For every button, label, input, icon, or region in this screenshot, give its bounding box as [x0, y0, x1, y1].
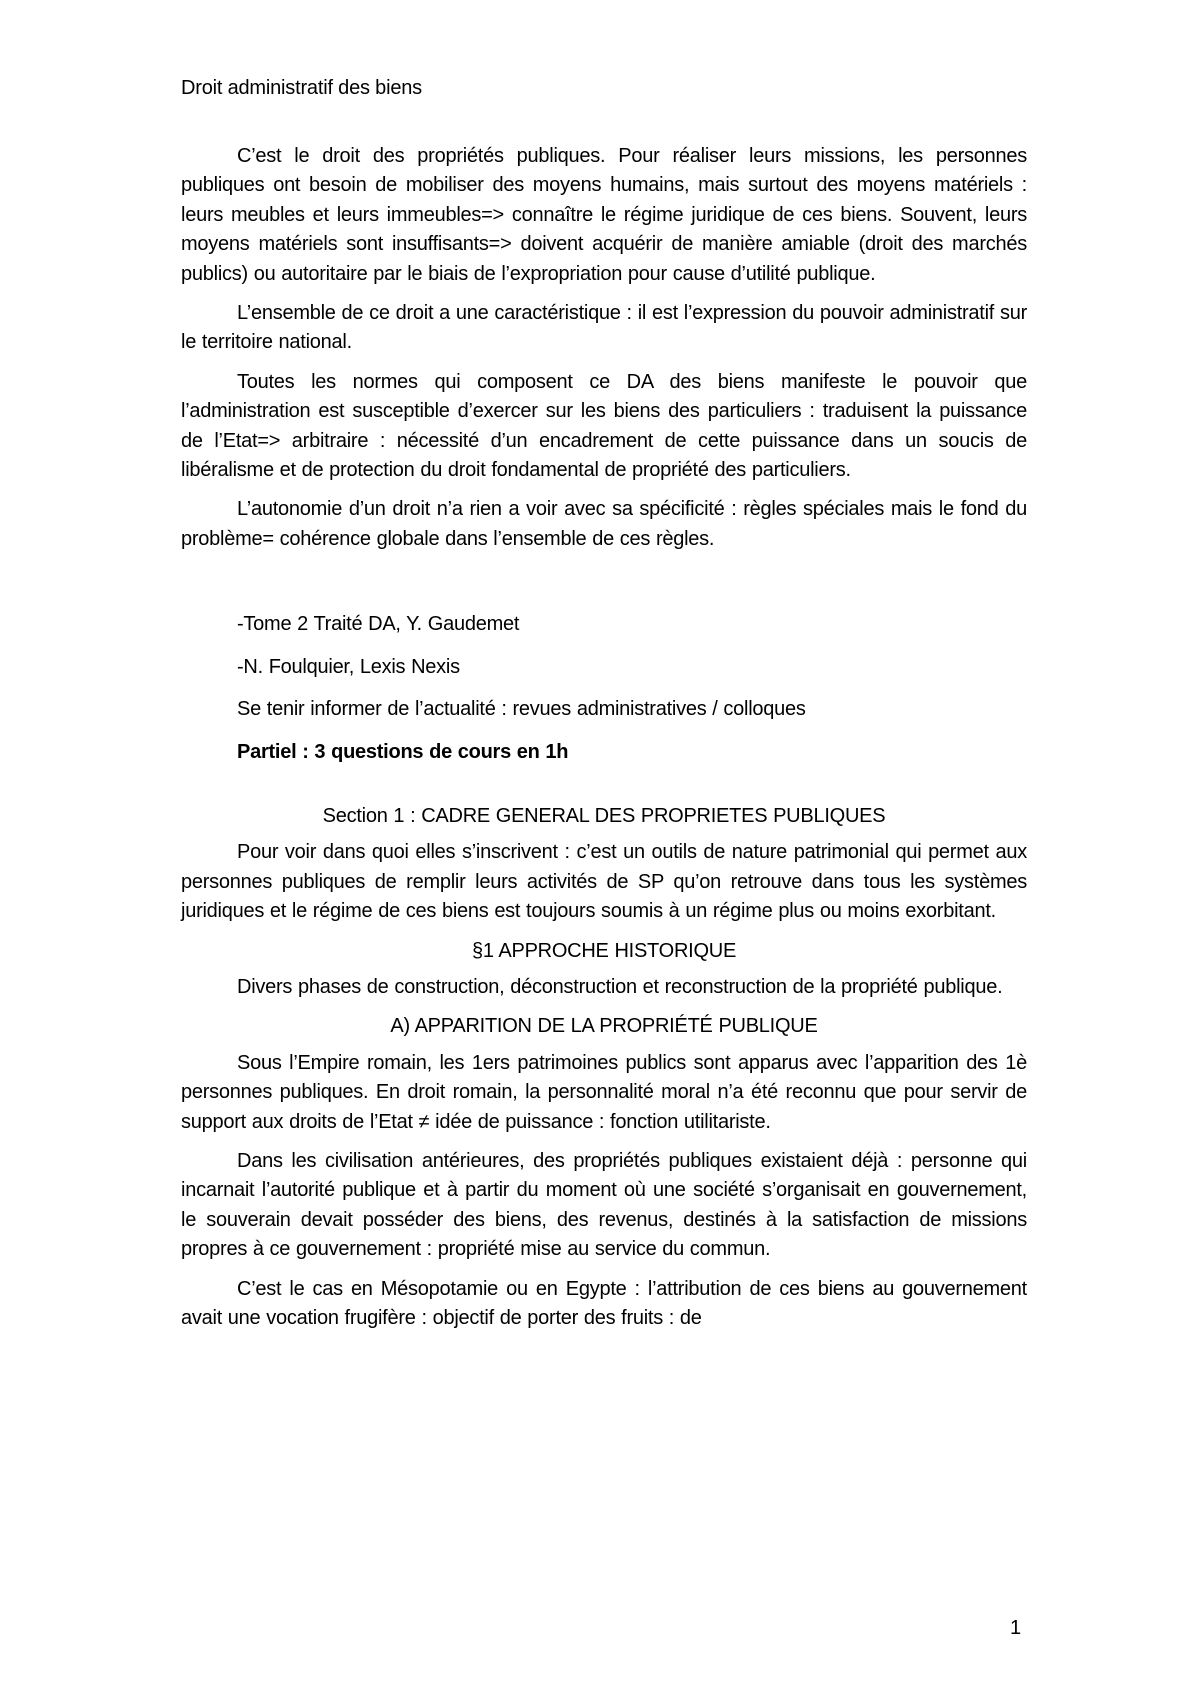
spacer — [181, 780, 1027, 802]
subsection-paragraph: Divers phases de construction, déconstruction et reconstruction de la propriété publique. — [237, 975, 1003, 998]
document-body — [181, 142, 1027, 1343]
part-a-paragraph-1: Sous l’Empire romain, les 1ers patrimoines publics sont apparus avec l’apparition des 1è personnes publiques. En droit romain, la personnalité moral n’a été reconnu que pour servir de support aux droits de l’Etat ≠ idée de puissance : fonction utilitariste. — [181, 1051, 1027, 1133]
reference-item: -Tome 2 Traité DA, Y. Gaudemet — [237, 613, 520, 636]
section-intro-paragraph: Pour voir dans quoi elles s’inscrivent : c’est un outils de nature patrimonial qui permet aux personnes publiques de remplir leurs activités de SP qu’on retrouve dans tous les systèmes juridiques et le régime de ces biens est toujours soumis à un régime plus ou moins exorbitant. — [181, 841, 1027, 923]
part-a-heading: A) APPARITION DE LA PROPRIÉTÉ PUBLIQUE — [390, 1015, 818, 1038]
document-title: Droit administratif des biens — [181, 77, 422, 99]
intro-paragraph-2: L’ensemble de ce droit a une caractéristique : il est l’expression du pouvoir administratif sur le territoire national. — [181, 302, 1027, 354]
section-heading: Section 1 : CADRE GENERAL DES PROPRIETES PUBLIQUES — [322, 804, 886, 827]
page-number: 1 — [1010, 1617, 1022, 1639]
intro-paragraph-3: Toutes les normes qui composent ce DA des biens manifeste le pouvoir que l’administration est susceptible d’exercer sur les biens des particuliers : traduisent la puissance de l’Etat=> arbitraire : nécessité d’un encadrement de cette puissance dans un soucis de libéralisme et de protection du droit fondamental de propriété des particuliers. — [181, 370, 1027, 482]
spacer — [181, 564, 1027, 610]
reference-item: Se tenir informer de l’actualité : revues administratives / colloques — [237, 698, 806, 721]
part-a-paragraph-2: Dans les civilisation antérieures, des propriétés publiques existaient déjà : personne qui incarnait l’autorité publique et à partir du moment où une société s’organisait en gouvernement, le souverain devait posséder des biens, des revenus, destinés à la satisfaction de missions propres à ce gouvernement : propriété mise au service du commun. — [181, 1149, 1027, 1261]
exam-note: Partiel : 3 questions de cours en 1h — [237, 740, 569, 763]
subsection-heading: §1 APPROCHE HISTORIQUE — [471, 939, 737, 962]
intro-paragraph-1: C’est le droit des propriétés publiques. Pour réaliser leurs missions, les personnes publiques ont besoin de mobiliser des moyens humains, mais surtout des moyens matériels : leurs meubles et leurs immeubles=> connaître le régime juridique de ces biens. Souvent, leurs moyens matériels sont insuffisants=> doivent acquérir de manière amiable (droit des marchés publics) ou autoritaire par le biais de l’expropriation pour cause d’utilité publique. — [181, 145, 1027, 285]
part-a-paragraph-3: C’est le cas en Mésopotamie ou en Egypte : l’attribution de ces biens au gouvernement avait une vocation frugifère : objectif de porter des fruits : de — [181, 1277, 1027, 1329]
intro-paragraph-4: L’autonomie d’un droit n’a rien a voir avec sa spécificité : règles spéciales mais le fond du problème= cohérence globale dans l’ensemble de ces règles. — [181, 498, 1027, 550]
reference-item: -N. Foulquier, Lexis Nexis — [237, 655, 460, 678]
